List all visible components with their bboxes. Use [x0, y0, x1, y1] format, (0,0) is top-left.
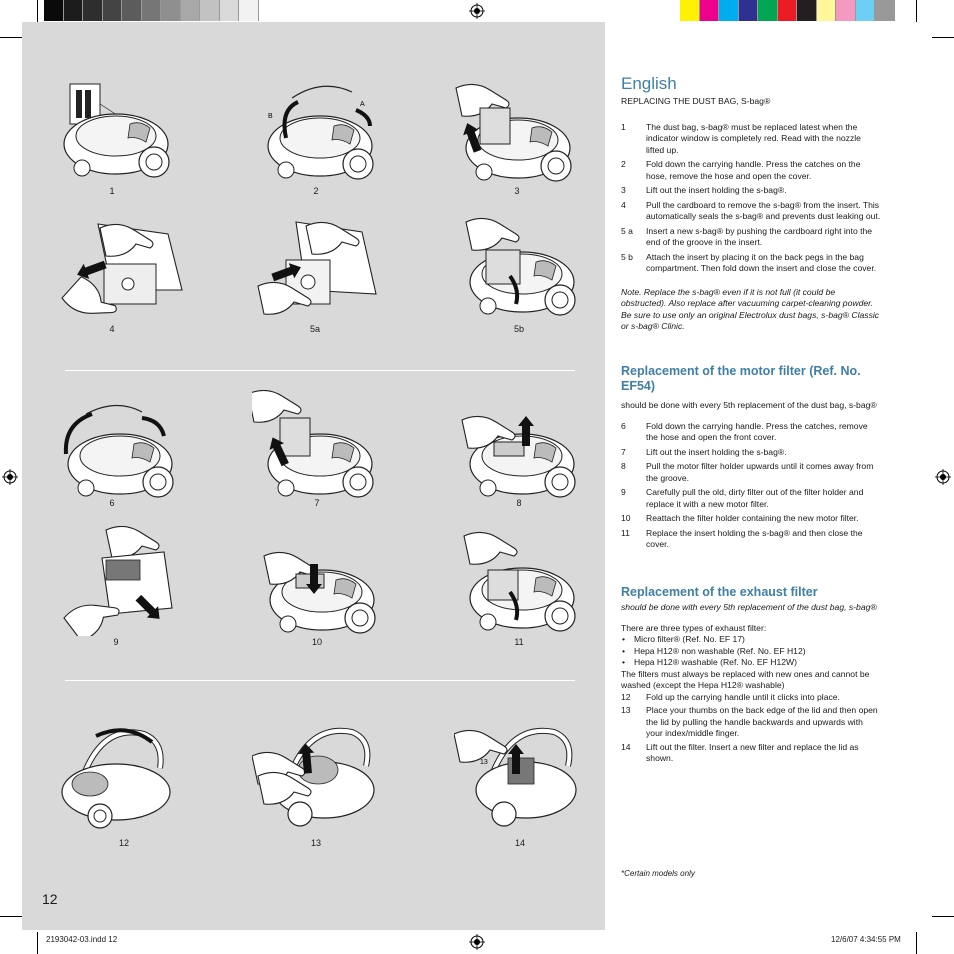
- figure-1-illustration: [52, 76, 180, 186]
- step-text: The dust bag, s-bag® must be replaced latest when the indicator window is completely red. Read with the nozzle lifted up.: [646, 121, 861, 155]
- figure-4-illustration: [60, 214, 188, 324]
- motor-filter-heading: Replacement of the motor filter (Ref. No. EF54): [621, 364, 861, 393]
- filter-type-text: Micro filter® (Ref. No. EF 17): [634, 634, 745, 644]
- figure-2-illustration: [256, 78, 384, 188]
- panel-divider: [65, 680, 575, 681]
- figure-11-illustration: [458, 528, 586, 638]
- crop-mark: [916, 0, 917, 22]
- crop-mark: [0, 37, 22, 38]
- file-slug: 2193042-03.indd 12: [46, 935, 118, 944]
- figure-6-illustration: [56, 394, 184, 504]
- date-slug: 12/6/07 4:34:55 PM: [831, 935, 901, 944]
- color-swatch: [778, 0, 798, 21]
- grayscale-color-bar: [44, 0, 259, 21]
- exhaust-filter-intro: should be done with every 5th replacement of the dust bag, s-bag®: [621, 602, 877, 612]
- step-number: 14: [621, 741, 631, 752]
- callout-b: B: [268, 113, 273, 120]
- filter-type-item: [621, 634, 881, 646]
- instruction-step: [621, 528, 881, 551]
- callout-a: A: [360, 101, 365, 108]
- filter-types-intro: There are three types of exhaust filter:: [621, 622, 767, 633]
- instruction-step: [621, 487, 881, 510]
- exhaust-filter-heading: Replacement of the exhaust filter: [621, 585, 818, 599]
- color-swatch: [719, 0, 739, 21]
- step-text: Lift out the insert holding the s-bag®.: [646, 446, 787, 457]
- color-swatch: [44, 0, 64, 21]
- color-swatch: [875, 0, 895, 21]
- dust-bag-steps: [621, 122, 881, 275]
- color-swatch: [83, 0, 103, 21]
- step-text: Attach the insert by placing it on the back pegs in the bag compartment. Then fold down the insert and close the cover.: [646, 251, 877, 273]
- figure-7-illustration: [252, 390, 380, 500]
- color-swatch: [739, 0, 759, 21]
- language-heading: English: [621, 74, 677, 93]
- motor-filter-steps: [621, 421, 881, 551]
- figure-5b-illustration: [454, 214, 582, 324]
- step-text: Fold down the carrying handle. Press the catches on the hose, remove the hose and open the cover.: [646, 159, 861, 181]
- page-number: 12: [42, 891, 58, 907]
- figure-number: 9: [113, 637, 119, 647]
- figure-9-illustration: [62, 526, 190, 636]
- instruction-step: [621, 226, 881, 249]
- filter-types-note: The filters must always be replaced with new ones and cannot be washed (except the Hepa H12® washable): [621, 668, 870, 690]
- exhaust-filter-steps: [621, 692, 881, 765]
- figure-number: 8: [516, 498, 522, 508]
- step-text: Lift out the insert holding the s-bag®.: [646, 185, 787, 195]
- step-number: 3: [621, 185, 626, 195]
- color-swatch: [680, 0, 700, 21]
- color-swatch: [758, 0, 778, 21]
- color-swatch: [200, 0, 220, 21]
- step-text: Carefully pull the old, dirty filter out of the filter holder and replace it with a new motor filter.: [646, 487, 864, 509]
- color-swatch: [161, 0, 181, 21]
- filter-type-item: [621, 657, 881, 669]
- instruction-step: [621, 252, 881, 275]
- figure-number: 6: [109, 498, 115, 508]
- step-text: Reattach the filter holder containing the new motor filter.: [646, 513, 859, 523]
- step-text: Replace the insert holding the s-bag® and then close the cover.: [646, 527, 863, 549]
- color-swatch: [103, 0, 123, 21]
- filter-type-item: [621, 646, 881, 658]
- callout-13: 13: [480, 759, 488, 766]
- color-swatch: [856, 0, 876, 21]
- step-text: Fold down the carrying handle. Press the catches, remove the hose and open the front cover.: [646, 420, 868, 442]
- instruction-step: [621, 200, 881, 223]
- step-number: 11: [621, 527, 630, 538]
- figure-14-illustration: [454, 720, 582, 830]
- color-swatch: [122, 0, 142, 21]
- figure-3-illustration: [450, 78, 578, 188]
- figure-12-illustration: [56, 720, 184, 830]
- color-swatch: [142, 0, 162, 21]
- registration-mark-icon: [469, 3, 485, 19]
- step-number: 8: [621, 461, 626, 471]
- registration-mark-icon: [935, 469, 951, 485]
- crop-mark: [37, 0, 38, 22]
- process-color-bar: [680, 0, 895, 21]
- instruction-step: [621, 421, 881, 444]
- figure-number: 14: [514, 838, 525, 848]
- color-swatch: [817, 0, 837, 21]
- footnote: *Certain models only: [621, 869, 695, 878]
- figure-10-illustration: [256, 530, 384, 640]
- crop-mark: [916, 932, 917, 954]
- step-number: 5 a: [621, 225, 633, 236]
- figure-number: 4: [109, 324, 115, 334]
- color-swatch: [220, 0, 240, 21]
- section-subtitle: REPLACING THE DUST BAG, S-bag®: [621, 96, 771, 106]
- filter-type-text: Hepa H12® non washable (Ref. No. EF H12): [634, 645, 806, 656]
- figure-number: 3: [514, 186, 520, 196]
- figure-8-illustration: [458, 392, 586, 502]
- instruction-step: [621, 692, 881, 704]
- instruction-step: [621, 742, 881, 765]
- instruction-step: [621, 461, 881, 484]
- step-number: 9: [621, 487, 626, 497]
- step-number: 10: [621, 513, 631, 523]
- step-text: Pull the motor filter holder upwards until it comes away from the groove.: [646, 461, 874, 483]
- step-text: Place your thumbs on the back edge of the lid and then open the lid by pulling the handle backwards and upwards with your index/middle finger.: [646, 705, 878, 738]
- step-number: 4: [621, 199, 626, 210]
- figure-number: 2: [313, 186, 319, 196]
- instruction-step: [621, 159, 881, 182]
- section-dust-bag: [621, 96, 881, 333]
- crop-mark: [932, 916, 954, 917]
- crop-mark: [932, 37, 954, 38]
- step-number: 6: [621, 420, 626, 431]
- step-number: 5 b: [621, 251, 633, 262]
- figure-number: 7: [314, 498, 320, 508]
- instruction-step: [621, 185, 881, 197]
- section-motor-filter: [621, 400, 881, 554]
- panel-divider: [65, 370, 575, 371]
- figure-number: 12: [118, 838, 129, 848]
- figure-number: 5a: [309, 324, 320, 334]
- color-swatch: [836, 0, 856, 21]
- bullet-icon: •: [622, 645, 626, 656]
- step-text: Fold up the carrying handle until it clicks into place.: [646, 691, 840, 702]
- step-number: 12: [621, 691, 631, 702]
- step-number: 13: [621, 705, 631, 715]
- step-text: Lift out the filter. Insert a new filter and replace the lid as shown.: [646, 741, 859, 763]
- note-text: Note. Replace the s-bag® even if it is not full (it could be obstructed). Also replace after vacuuming carpet-cleaning powder. Be sure to use only an original Electrolux dust bags, s-bag® Classic or s-bag® Clinic.: [621, 286, 880, 331]
- instruction-step: [621, 705, 881, 740]
- motor-filter-intro: should be done with every 5th replacement of the dust bag, s-bag®: [621, 400, 877, 410]
- crop-mark: [0, 916, 22, 917]
- figure-number: 5b: [513, 324, 524, 334]
- instruction-step: [621, 122, 881, 157]
- step-number: 1: [621, 121, 626, 132]
- figure-5a-illustration: [256, 212, 384, 322]
- color-swatch: [239, 0, 259, 21]
- filter-types-list: [621, 634, 881, 669]
- step-number: 7: [621, 446, 626, 457]
- step-text: Pull the cardboard to remove the s-bag® from the insert. This automatically seals the s-bag® and prevents dust leaking out.: [646, 199, 881, 221]
- instruction-step: [621, 513, 881, 525]
- figure-number: 13: [310, 838, 321, 848]
- bullet-icon: •: [622, 657, 626, 667]
- bullet-icon: •: [622, 634, 626, 644]
- section-exhaust-filter: [621, 602, 881, 767]
- color-swatch: [181, 0, 201, 21]
- color-swatch: [797, 0, 817, 21]
- figure-number: 11: [514, 637, 524, 647]
- color-swatch: [64, 0, 84, 21]
- registration-mark-icon: [2, 469, 18, 485]
- figure-number: 1: [109, 186, 115, 196]
- filter-type-text: Hepa H12® washable (Ref. No. EF H12W): [634, 657, 797, 667]
- color-swatch: [700, 0, 720, 21]
- step-text: Insert a new s-bag® by pushing the cardboard right into the end of the groove in the insert.: [646, 225, 873, 247]
- registration-mark-icon: [469, 934, 485, 950]
- crop-mark: [37, 932, 38, 954]
- figure-13-illustration: [252, 720, 380, 830]
- figure-number: 10: [311, 637, 322, 647]
- step-number: 2: [621, 159, 626, 169]
- instruction-step: [621, 447, 881, 459]
